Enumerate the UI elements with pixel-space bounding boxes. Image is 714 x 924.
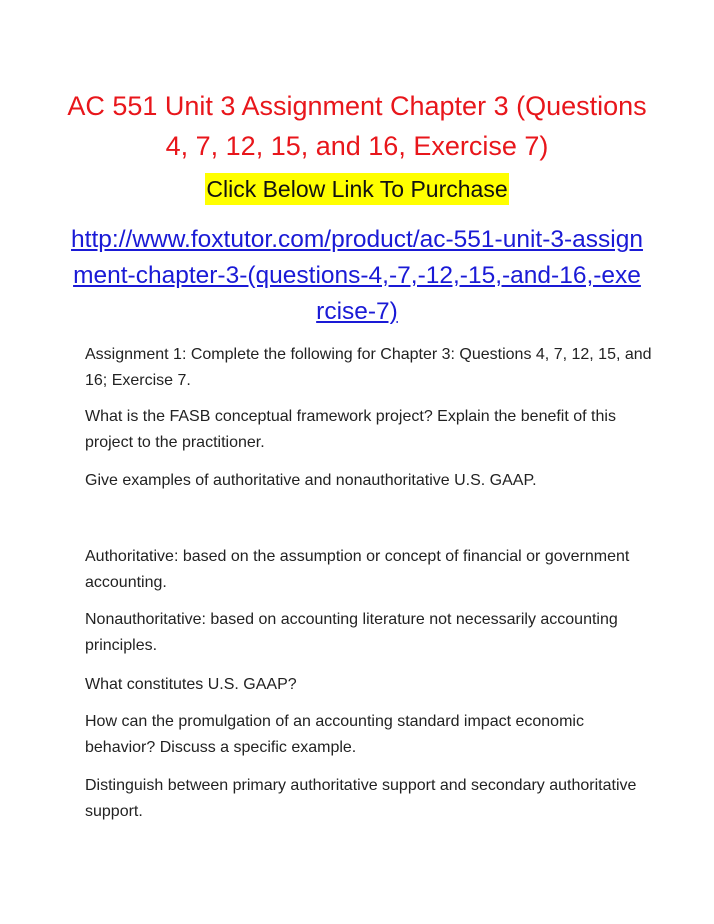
- question-fasb-framework: What is the FASB conceptual framework project? Explain the benefit of this project to the practitioner.: [85, 408, 616, 451]
- document-title: AC 551 Unit 3 Assignment Chapter 3 (Questions 4, 7, 12, 15, and 16, Exercise 7): [67, 91, 647, 161]
- question-gaap-examples: Give examples of authoritative and nonauthoritative U.S. GAAP.: [85, 472, 537, 489]
- question-authoritative-support: Distinguish between primary authoritative support and secondary authoritative support.: [85, 777, 637, 820]
- purchase-link[interactable]: http://www.foxtutor.com/product/ac-551-unit-3-assignment-chapter-3-(questions-4,-7,-12,-15,-and-16,-exercise-7): [71, 226, 643, 325]
- purchase-callout-label: Click Below Link To Purchase: [205, 173, 508, 205]
- question-promulgation-impact: How can the promulgation of an accounting standard impact economic behavior? Discuss a specific example.: [85, 713, 584, 756]
- assignment-instructions: Assignment 1: Complete the following for Chapter 3: Questions 4, 7, 12, 15, and 16; Exercise 7.: [85, 346, 652, 389]
- purchase-callout: [0, 173, 714, 205]
- answer-authoritative: Authoritative: based on the assumption or concept of financial or government accounting.: [85, 548, 630, 591]
- answer-nonauthoritative: Nonauthoritative: based on accounting literature not necessarily accounting principles.: [85, 611, 618, 654]
- question-gaap-constitutes: What constitutes U.S. GAAP?: [85, 676, 297, 693]
